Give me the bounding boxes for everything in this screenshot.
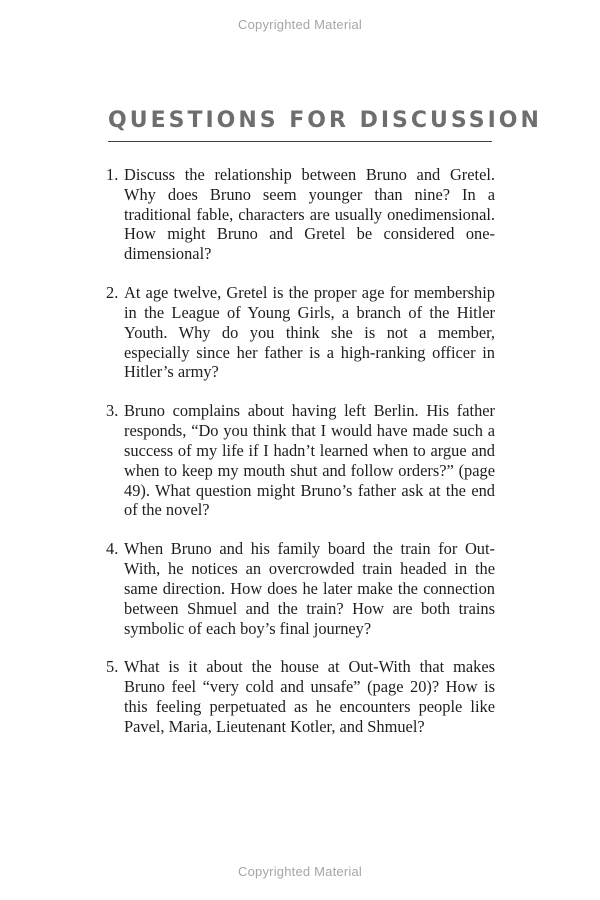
- question-item: [102, 401, 495, 520]
- question-number: 4.: [106, 539, 119, 559]
- heading-underline: [108, 141, 492, 142]
- copyright-watermark-top: Copyrighted Material: [238, 17, 362, 32]
- discussion-questions-list: [102, 165, 495, 756]
- question-number: 2.: [106, 283, 119, 303]
- question-text: Discuss the relationship between Bruno and Gretel. Why does Bruno seem younger than nine? In a traditional fable, characters are usually onedimensional. How might Bruno and Gretel be considered one-dimensional?: [124, 165, 495, 264]
- question-item: [102, 539, 495, 638]
- question-text: What is it about the house at Out-With that makes Bruno feel “very cold and unsafe” (page 20)? How is this feeling perpetuated as he encounters people like Pavel, Maria, Lieutenant Kotler, and Shmuel?: [124, 657, 495, 736]
- question-item: [102, 657, 495, 736]
- question-text: Bruno complains about having left Berlin. His father responds, “Do you think that I would have made such a success of my life if I hadn’t learned when to argue and when to keep my mouth shut and follow orders?” (page 49). What question might Bruno’s father ask at the end of the novel?: [124, 401, 495, 520]
- question-number: 1.: [106, 165, 119, 184]
- question-number: 3.: [106, 401, 119, 421]
- question-item: [102, 165, 495, 264]
- question-item: [102, 283, 495, 382]
- question-text: When Bruno and his family board the train for Out-With, he notices an overcrowded train headed in the same direction. How does he later make the connection between Shmuel and the train? How are both trains symbolic of each boy’s final journey?: [124, 539, 495, 638]
- copyright-watermark-bottom: Copyrighted Material: [238, 864, 362, 879]
- question-text: At age twelve, Gretel is the proper age for membership in the League of Young Girls, a branch of the Hitler Youth. Why do you think she is not a member, especially since her father is a high-ranking officer in Hitler’s army?: [124, 283, 495, 382]
- section-heading: QUESTIONS FOR DISCUSSION: [108, 108, 542, 133]
- question-number: 5.: [106, 657, 119, 677]
